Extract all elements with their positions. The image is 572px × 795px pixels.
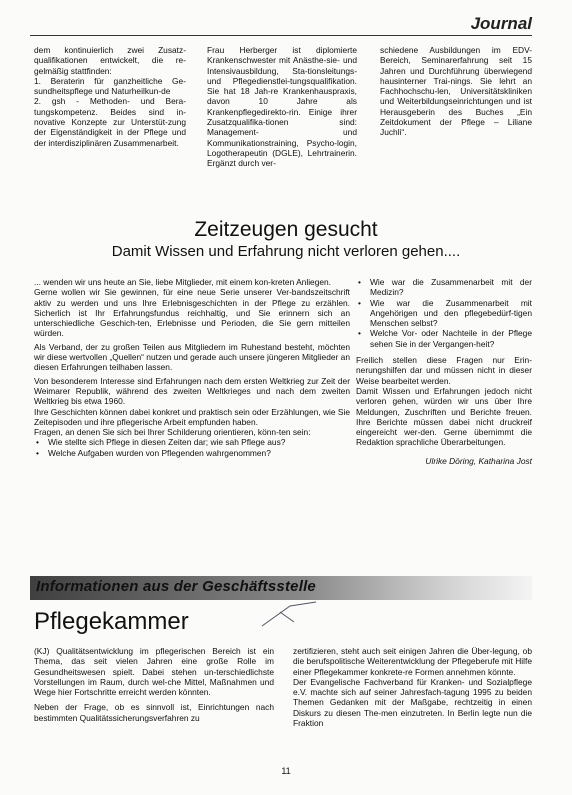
article-title: Zeitzeugen gesucht bbox=[194, 218, 378, 241]
list-item: • Wie stellte sich Pflege in diesen Zeiten dar; wie sah Pflege aus? bbox=[34, 437, 350, 447]
section-column-1 bbox=[34, 646, 274, 723]
paragraph: Von besonderem Interesse sind Erfahrungen nach dem ersten Weltkrieg zur Zeit der Weimarer Republik, während des zweiten Weltkrieges und nach dem zweiten Weltkrieg bis etwa 1960. bbox=[34, 375, 350, 407]
paragraph: Damit Wissen und Erfahrungen jedoch nicht verloren gehen, würden wir uns über Ihre Meldungen, Zuschriften und Berichte freuen. Ihre Berichte müssen dabei nicht druckreif eingereicht wer-den. Gerne übernimmt die Redaktion sprachliche Überarbeitungen. bbox=[356, 385, 532, 448]
paragraph: schiedene Ausbildungen im EDV-Bereich, Seminarerfahrung seit 15 Jahren und Durchführung überwiegend hausinterner Trai-nings. Sie lehrt an Fachhochschu-len, Universitätskliniken und Weiterbildungseinrichtungen und ist Herausgeberin des Buches „Ein Zeitdokument der Pflege – Liliane Juchli“. bbox=[380, 45, 532, 138]
paragraph: ... wenden wir uns heute an Sie, liebe Mitglieder, mit einem kon-kreten Anliegen. bbox=[34, 277, 332, 287]
header-rule bbox=[30, 35, 532, 36]
paragraph: Ihre Geschichten können dabei konkret und praktisch sein oder Erzählungen, wie Sie Zeitepisoden und ihre pflegerische Arbeit empfunden haben. bbox=[34, 406, 350, 427]
top-column-2 bbox=[207, 45, 357, 169]
paragraph: Gerne wollen wir Sie gewinnen, für eine neue Serie unserer Ver-bandszeitschrift aktiv zu werden und uns Ihre Erlebnisgeschichten in der Pflege zu erzählen. Sicherlich ist Ihr Erfahrungsfundus reichhaltig, und Sie erinnern sich an unterschiedliche Geschich-ten, Erlebnisse und Perioden, die Sie gern mitteilen würden. bbox=[34, 287, 350, 339]
section-column-2 bbox=[293, 646, 532, 728]
paragraph: dem kontinuierlich zwei Zusatz-qualifikationen entwickelt, die re-gelmäßig stattfinden: bbox=[34, 45, 186, 76]
paragraph: Als Verband, der zu großen Teilen aus Mitgliedern im Ruhestand besteht, möchten wir diese wertvollen „Quellen“ nutzen und gerade auch unsere jüngeren Mitglieder an diesen Erfahrungen teilhaben lassen. bbox=[34, 341, 350, 373]
section-title: Pflegekammer bbox=[34, 608, 189, 635]
paragraph: Frau Herberger ist diplomierte Krankenschwester mit Anästhe-sie- und Intensivausbildung, Sta-tionsleitungs- und Pflegedienstlei-tungsqualifikation. Sie hat 18 Jah-re Krankenhauspraxis, davon 10 Jahre als Krankenpflegedirekto-rin. Einige ihrer Zusatzqualifika-tionen sind: Management- und Kommunikationstraining, Psycho-login, Logotherapeutin (DGLE), Lehrtrainerin. Ergänzt durch ver- bbox=[207, 45, 357, 169]
list-item: • Welche Aufgaben wurden von Pflegenden wahrgenommen? bbox=[34, 448, 350, 458]
list-item: • Wie war die Zusammenarbeit mit Angehörigen und den pflegebedürf-tigen Menschen selbst? bbox=[356, 298, 532, 329]
top-column-1 bbox=[34, 45, 186, 148]
paragraph: Freilich stellen diese Fragen nur Erin-nerungshilfen dar und müssen nicht in dieser Weise bearbeitet werden. bbox=[356, 355, 532, 386]
pen-scribble bbox=[260, 600, 320, 628]
paragraph: Fragen, an denen Sie sich bei Ihrer Schilderung orientieren, könn-ten sein: bbox=[34, 427, 311, 438]
paragraph: Der Evangelische Fachverband für Kranken- und Sozialpflege e.V. machte sich auf seiner Jahresfach-tagung 1995 zu beiden Themen Gedanken mit der Maßgabe, rechtzeitig in einen Diskurs zu diesen The-men einzutreten. In Berlin legte nun die Fraktion bbox=[293, 676, 532, 729]
section-banner-title: Informationen aus der Geschäftsstelle bbox=[36, 578, 316, 595]
page-number: 11 bbox=[281, 766, 291, 776]
paragraph: 2. gsh - Methoden- und Bera-tungskompetenz. Beides sind in-novative Konzepte zur Unterstüt-zung der Eigenständigkeit in der Pflege und der interdisziplinären Zusammenarbeit. bbox=[34, 96, 186, 148]
top-column-3 bbox=[380, 45, 532, 138]
question-list bbox=[34, 437, 350, 458]
paragraph: (KJ) Qualitätsentwicklung im pflegerischen Bereich ist ein Thema, das seit vielen Jahren eine große Rolle im Gesundheitswesen spielt. Dabei stehen un-terschiedlichste Vorstellungen im Raum, durch wel-che Mittel, Maßnahmen und Wege hier Fortschritte erreicht werden könnten. bbox=[34, 646, 274, 698]
paragraph: Neben der Frage, ob es sinnvoll ist, Einrichtungen nach bestimmten Qualitätssicherungsverfahren zu bbox=[34, 702, 274, 723]
article-signature: Ulrike Döring, Katharina Jost bbox=[425, 455, 532, 466]
list-item: • Welche Vor- oder Nachteile in der Pflege sehen Sie in der Vergangen-heit? bbox=[356, 328, 532, 349]
question-list bbox=[356, 277, 532, 349]
journal-header: Journal bbox=[470, 14, 532, 33]
list-item: • Wie war die Zusammenarbeit mit der Medizin? bbox=[356, 277, 532, 298]
paragraph: 1. Beraterin für ganzheitliche Ge-sundheitspflege und Naturheilkun-de bbox=[34, 75, 186, 97]
paragraph: zertifizieren, steht auch seit einigen Jahren die Über-legung, ob die berufspolitische Weiterentwicklung der Pflegeberufe mit Hilfe einer Pflegekammer konkrete-re Formen annehmen könnte. bbox=[293, 646, 532, 677]
article-left-column bbox=[34, 277, 350, 458]
article-subtitle: Damit Wissen und Erfahrung nicht verloren gehen.... bbox=[111, 243, 461, 260]
article-right-column bbox=[356, 277, 532, 466]
